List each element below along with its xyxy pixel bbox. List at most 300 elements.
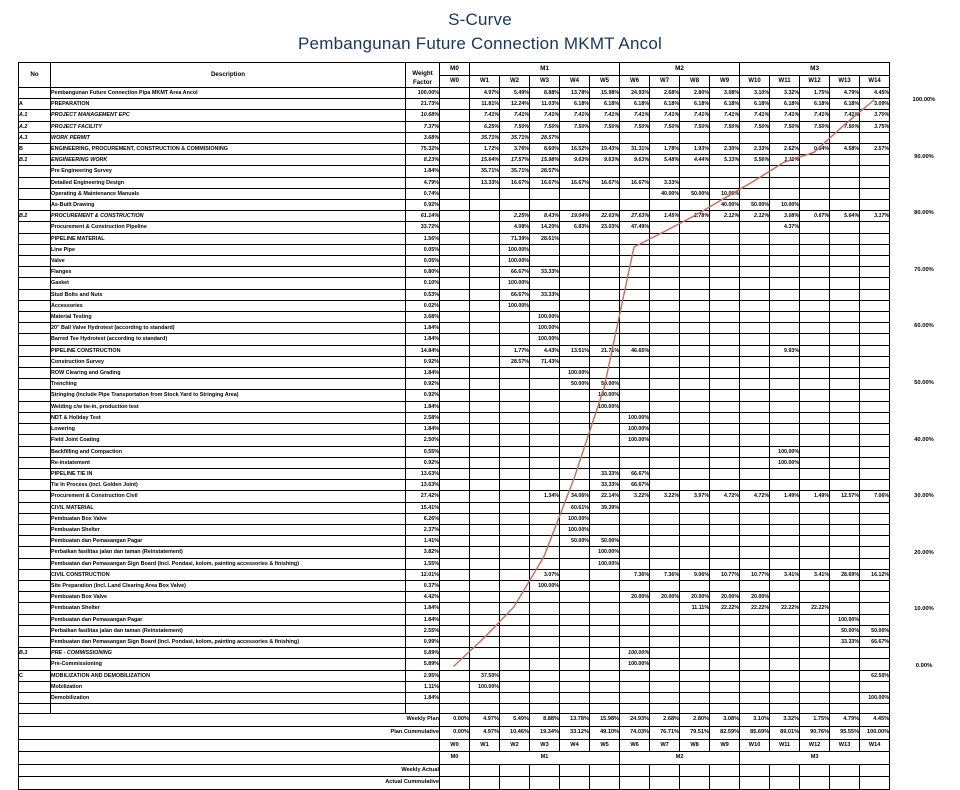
row-week-value: 39.39%: [590, 502, 620, 513]
row-week-value: [530, 681, 560, 692]
row-week-value: [530, 401, 560, 412]
row-week-value: [770, 289, 800, 300]
row-week-value: 12.57%: [830, 491, 860, 502]
row-week-value: [770, 502, 800, 513]
row-week-value: 60.61%: [560, 502, 590, 513]
row-no: [19, 356, 51, 367]
row-week-value: [590, 435, 620, 446]
row-week-value: 3.09%: [860, 99, 890, 110]
row-weight-factor: 1.84%: [406, 401, 440, 412]
row-week-value: [830, 536, 860, 547]
row-week-value: [860, 289, 890, 300]
header-month-m1: M1: [470, 63, 620, 76]
row-week-value: [770, 368, 800, 379]
row-week-value: [650, 547, 680, 558]
row-week-value: 50.00%: [560, 379, 590, 390]
row-week-value: [650, 166, 680, 177]
row-week-value: 28.61%: [530, 233, 560, 244]
row-week-value: [860, 524, 890, 535]
row-week-value: [590, 244, 620, 255]
row-week-value: [710, 446, 740, 457]
row-week-value: [710, 648, 740, 659]
row-week-value: [650, 244, 680, 255]
row-week-value: [740, 435, 770, 446]
row-week-value: [740, 188, 770, 199]
row-week-value: [560, 323, 590, 334]
row-week-value: 3.33%: [650, 177, 680, 188]
row-week-value: [680, 401, 710, 412]
row-week-value: 100.00%: [770, 446, 800, 457]
row-week-value: [830, 424, 860, 435]
row-week-value: [500, 692, 530, 703]
row-description: Pembuatan Shelter: [51, 603, 406, 614]
row-description: Pembangunan Future Connection Pipa MKMT Area Ancol: [51, 88, 406, 99]
row-week-value: 100.00%: [860, 692, 890, 703]
row-week-value: [740, 233, 770, 244]
row-week-value: [590, 625, 620, 636]
table-row: [19, 222, 890, 233]
row-description: Barred Tee Hydrotest (according to standard): [51, 334, 406, 345]
row-week-value: [830, 289, 860, 300]
row-week-value: 2.62%: [770, 144, 800, 155]
row-week-value: [680, 368, 710, 379]
row-week-value: [560, 244, 590, 255]
row-week-value: [830, 692, 860, 703]
row-week-value: 100.00%: [560, 368, 590, 379]
row-week-value: [710, 670, 740, 681]
row-week-value: 7.41%: [770, 110, 800, 121]
row-week-value: 66.67%: [620, 480, 650, 491]
row-week-value: [440, 368, 470, 379]
table-row: [19, 636, 890, 647]
row-week-value: [770, 233, 800, 244]
weekly-plan-value: 4.79%: [830, 714, 860, 727]
row-description: PIPELINE MATERIAL: [51, 233, 406, 244]
row-week-value: [710, 267, 740, 278]
row-week-value: [680, 412, 710, 423]
row-week-value: 7.50%: [560, 121, 590, 132]
row-week-value: [800, 312, 830, 323]
row-week-value: 3.41%: [770, 569, 800, 580]
footer-weeks-value: W9: [710, 739, 740, 752]
actual-cumulative-value: [530, 777, 560, 790]
row-week-value: [590, 603, 620, 614]
row-week-value: [830, 345, 860, 356]
row-week-value: 7.41%: [650, 110, 680, 121]
row-week-value: [560, 132, 590, 143]
row-week-value: [770, 558, 800, 569]
row-week-value: 3.08%: [770, 211, 800, 222]
row-no: [19, 368, 51, 379]
row-week-value: 7.50%: [530, 121, 560, 132]
row-week-value: [710, 659, 740, 670]
row-week-value: 28.57%: [530, 132, 560, 143]
header-week-w0: W0: [440, 75, 470, 88]
row-week-value: 50.00%: [830, 625, 860, 636]
row-weight-factor: 4.79%: [406, 177, 440, 188]
row-week-value: [680, 312, 710, 323]
row-week-value: [500, 502, 530, 513]
row-week-value: [830, 256, 860, 267]
row-week-value: [650, 267, 680, 278]
footer-month-m1: M1: [470, 752, 620, 765]
row-description: Flanges: [51, 267, 406, 278]
row-week-value: [680, 200, 710, 211]
row-week-value: [530, 379, 560, 390]
row-week-value: [470, 244, 500, 255]
row-weight-factor: 1.84%: [406, 692, 440, 703]
axis-label: 20.00%: [914, 549, 934, 556]
row-week-value: [860, 457, 890, 468]
row-weight-factor: 0.10%: [406, 278, 440, 289]
row-weight-factor: 13.63%: [406, 480, 440, 491]
row-no: B: [19, 144, 51, 155]
row-week-value: [740, 468, 770, 479]
weekly-plan-value: 3.08%: [710, 714, 740, 727]
row-weight-factor: 1.41%: [406, 536, 440, 547]
row-week-value: 46.65%: [620, 345, 650, 356]
row-week-value: [680, 502, 710, 513]
row-week-value: 13.33%: [470, 177, 500, 188]
row-weight-factor: 13.63%: [406, 468, 440, 479]
row-week-value: [590, 636, 620, 647]
axis-label: 90.00%: [914, 153, 934, 160]
row-week-value: [710, 513, 740, 524]
row-week-value: [800, 681, 830, 692]
row-week-value: [440, 177, 470, 188]
row-week-value: [770, 132, 800, 143]
row-week-value: [440, 155, 470, 166]
row-week-value: [440, 99, 470, 110]
row-description: Pembuatan dan Pemasangan Pagar: [51, 614, 406, 625]
row-week-value: [440, 379, 470, 390]
row-week-value: [680, 233, 710, 244]
row-week-value: 100.00%: [530, 323, 560, 334]
table-row: [19, 457, 890, 468]
row-week-value: [470, 233, 500, 244]
row-week-value: [860, 513, 890, 524]
row-week-value: [830, 166, 860, 177]
row-week-value: [470, 547, 500, 558]
row-weight-factor: 0.05%: [406, 256, 440, 267]
weekly-plan-row: [19, 714, 890, 727]
row-week-value: [560, 188, 590, 199]
row-week-value: [440, 480, 470, 491]
row-week-value: [710, 614, 740, 625]
row-week-value: [470, 188, 500, 199]
row-week-value: 3.22%: [620, 491, 650, 502]
row-week-value: [710, 177, 740, 188]
row-week-value: 100.00%: [830, 614, 860, 625]
row-week-value: [440, 289, 470, 300]
row-week-value: [470, 692, 500, 703]
row-week-value: [800, 592, 830, 603]
row-week-value: [830, 480, 860, 491]
row-week-value: [620, 278, 650, 289]
row-week-value: 7.50%: [770, 121, 800, 132]
row-week-value: [770, 524, 800, 535]
row-week-value: [680, 323, 710, 334]
row-no: [19, 692, 51, 703]
row-week-value: [650, 659, 680, 670]
weekly-actual-value: [620, 764, 650, 777]
row-no: [19, 278, 51, 289]
row-description: Stud Bolts and Nuts: [51, 289, 406, 300]
table-row: [19, 233, 890, 244]
row-week-value: [680, 704, 710, 714]
row-week-value: [650, 625, 680, 636]
row-week-value: [830, 704, 860, 714]
row-week-value: 33.33%: [590, 468, 620, 479]
row-week-value: [860, 614, 890, 625]
row-week-value: [800, 692, 830, 703]
row-week-value: [440, 188, 470, 199]
row-week-value: 4.37%: [770, 222, 800, 233]
row-week-value: [800, 323, 830, 334]
row-week-value: [830, 648, 860, 659]
row-no: [19, 334, 51, 345]
row-week-value: 2.12%: [740, 211, 770, 222]
row-week-value: [650, 502, 680, 513]
row-week-value: 9.63%: [560, 155, 590, 166]
row-description: As-Built Drawing: [51, 200, 406, 211]
row-weight-factor: 1.84%: [406, 334, 440, 345]
row-week-value: [740, 692, 770, 703]
weekly-plan-value: 0.00%: [440, 714, 470, 727]
row-week-value: 10.00%: [770, 200, 800, 211]
table-row: [19, 446, 890, 457]
row-week-value: [770, 390, 800, 401]
row-week-value: [650, 435, 680, 446]
row-week-value: [800, 368, 830, 379]
row-week-value: [650, 334, 680, 345]
row-week-value: [500, 480, 530, 491]
row-week-value: [530, 300, 560, 311]
row-week-value: [740, 334, 770, 345]
row-week-value: [860, 648, 890, 659]
row-week-value: [620, 289, 650, 300]
row-week-value: [530, 558, 560, 569]
row-no: [19, 177, 51, 188]
row-week-value: [620, 188, 650, 199]
row-description: PROJECT FACILITY: [51, 121, 406, 132]
row-week-value: 12.24%: [500, 99, 530, 110]
row-week-value: [860, 267, 890, 278]
row-week-value: [470, 446, 500, 457]
row-week-value: [500, 390, 530, 401]
row-week-value: [440, 435, 470, 446]
row-week-value: [860, 536, 890, 547]
row-week-value: [470, 412, 500, 423]
table-row: [19, 110, 890, 121]
row-no: [19, 536, 51, 547]
row-week-value: [560, 648, 590, 659]
table-row: [19, 379, 890, 390]
row-week-value: 8.43%: [530, 211, 560, 222]
row-week-value: [620, 580, 650, 591]
plan-cumulative-value: 95.55%: [830, 726, 860, 739]
row-week-value: [530, 368, 560, 379]
row-week-value: [680, 334, 710, 345]
row-week-value: [500, 648, 530, 659]
row-week-value: [470, 569, 500, 580]
row-week-value: [830, 334, 860, 345]
row-week-value: 16.67%: [500, 177, 530, 188]
row-week-value: [800, 659, 830, 670]
row-week-value: [440, 502, 470, 513]
row-weight-factor: 2.50%: [406, 435, 440, 446]
row-week-value: 11.03%: [530, 99, 560, 110]
footer-weeks-value: W6: [620, 739, 650, 752]
row-week-value: [650, 580, 680, 591]
footer-weeks-value: W0: [440, 739, 470, 752]
row-week-value: 2.25%: [500, 211, 530, 222]
table-row: [19, 547, 890, 558]
row-week-value: [860, 155, 890, 166]
table-header: [19, 63, 890, 88]
row-week-value: [770, 592, 800, 603]
row-week-value: [440, 592, 470, 603]
row-weight-factor: 1.84%: [406, 368, 440, 379]
table-row: [19, 256, 890, 267]
row-week-value: [590, 569, 620, 580]
row-week-value: [560, 625, 590, 636]
row-week-value: [590, 659, 620, 670]
row-week-value: 3.75%: [860, 121, 890, 132]
scurve-table-container: [18, 62, 890, 790]
row-week-value: 7.50%: [740, 121, 770, 132]
row-week-value: [800, 614, 830, 625]
row-week-value: 6.18%: [800, 99, 830, 110]
row-no: C: [19, 670, 51, 681]
row-week-value: [800, 356, 830, 367]
row-week-value: [680, 177, 710, 188]
row-week-value: [860, 558, 890, 569]
row-week-value: 7.41%: [470, 110, 500, 121]
row-week-value: [830, 603, 860, 614]
row-weight-factor: 2.37%: [406, 524, 440, 535]
axis-label: 0.00%: [915, 663, 933, 669]
row-week-value: [770, 379, 800, 390]
row-week-value: 5.64%: [830, 211, 860, 222]
row-week-value: [620, 681, 650, 692]
table-row: [19, 188, 890, 199]
row-week-value: [500, 681, 530, 692]
row-week-value: [560, 457, 590, 468]
row-week-value: 50.00%: [740, 200, 770, 211]
row-weight-factor: 8.23%: [406, 155, 440, 166]
row-week-value: [860, 390, 890, 401]
row-week-value: [500, 334, 530, 345]
row-week-value: [770, 648, 800, 659]
row-week-value: [470, 513, 500, 524]
row-week-value: 16.67%: [530, 177, 560, 188]
row-week-value: [830, 300, 860, 311]
row-week-value: [500, 513, 530, 524]
row-weight-factor: 3.82%: [406, 547, 440, 558]
row-week-value: [830, 468, 860, 479]
row-no: [19, 592, 51, 603]
row-weight-factor: 6.26%: [406, 513, 440, 524]
row-week-value: [860, 368, 890, 379]
row-week-value: 1.72%: [470, 144, 500, 155]
row-week-value: [740, 681, 770, 692]
row-week-value: [440, 648, 470, 659]
weekly-actual-label: Weekly Actual: [19, 764, 440, 777]
weekly-actual-value: [830, 764, 860, 777]
row-week-value: [440, 312, 470, 323]
row-week-value: [590, 356, 620, 367]
row-week-value: [590, 670, 620, 681]
row-no: [19, 524, 51, 535]
weekly-actual-value: [440, 764, 470, 777]
row-week-value: [650, 681, 680, 692]
row-week-value: 7.41%: [530, 110, 560, 121]
table-row: [19, 300, 890, 311]
row-week-value: [500, 379, 530, 390]
table-row: [19, 88, 890, 99]
row-description: [51, 704, 406, 714]
row-week-value: [500, 188, 530, 199]
row-week-value: 35.71%: [470, 132, 500, 143]
row-weight-factor: 0.92%: [406, 390, 440, 401]
table-row: [19, 368, 890, 379]
row-week-value: [680, 256, 710, 267]
row-no: [19, 681, 51, 692]
row-week-value: 3.76%: [500, 144, 530, 155]
header-week-w2: W2: [500, 75, 530, 88]
row-week-value: [680, 648, 710, 659]
row-week-value: [530, 278, 560, 289]
row-week-value: [650, 558, 680, 569]
row-description: PROCUREMENT & CONSTRUCTION: [51, 211, 406, 222]
row-week-value: [740, 558, 770, 569]
row-week-value: [440, 704, 470, 714]
row-week-value: [800, 513, 830, 524]
row-description: Tie In Process (incl. Golden Joint): [51, 480, 406, 491]
row-week-value: [440, 569, 470, 580]
row-description: Field Joint Coating: [51, 435, 406, 446]
plan-cumulative-value: 33.12%: [560, 726, 590, 739]
row-week-value: [440, 681, 470, 692]
row-description: PRE - COMMISSIONING: [51, 648, 406, 659]
row-week-value: 9.63%: [590, 155, 620, 166]
row-week-value: 16.67%: [560, 177, 590, 188]
table-row: [19, 312, 890, 323]
row-week-value: [530, 435, 560, 446]
row-weight-factor: 0.02%: [406, 300, 440, 311]
row-week-value: [860, 580, 890, 591]
row-week-value: 47.49%: [620, 222, 650, 233]
row-week-value: [620, 401, 650, 412]
row-week-value: [830, 670, 860, 681]
axis-label: 40.00%: [914, 436, 934, 443]
table-row: [19, 480, 890, 491]
row-week-value: [710, 480, 740, 491]
row-week-value: 17.57%: [500, 155, 530, 166]
table-row: [19, 144, 890, 155]
footer-weeks-value: W5: [590, 739, 620, 752]
row-week-value: [560, 547, 590, 558]
row-week-value: 4.72%: [710, 491, 740, 502]
row-week-value: [440, 580, 470, 591]
row-week-value: [860, 424, 890, 435]
row-week-value: [500, 524, 530, 535]
row-week-value: [650, 289, 680, 300]
row-weight-factor: 0.92%: [406, 200, 440, 211]
weekly-actual-value: [650, 764, 680, 777]
row-week-value: [470, 704, 500, 714]
